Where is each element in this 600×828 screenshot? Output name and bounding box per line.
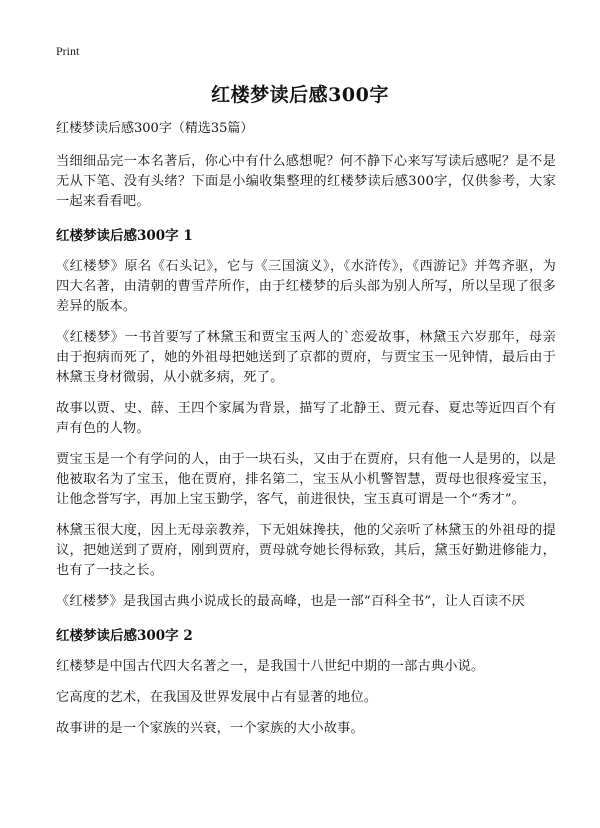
section-2-paragraph-1: 红楼梦是中国古代四大名著之一，是我国十八世纪中期的一部古典小说。: [56, 659, 485, 674]
section-1-paragraph-3: 故事以贾、史、薛、王四个家属为背景，描写了北静王、贾元春、夏忠等近四百个有声有色的人物。: [56, 401, 556, 436]
section-2-paragraph-3: 故事讲的是一个家族的兴衰，一个家族的大小故事。: [56, 721, 364, 736]
section-1-paragraph-1: 《红楼梦》原名《石头记》，它与《三国演义》，《水浒传》，《西游记》并驾齐驱，为四大名著，由清朝的曹雪芹所作，由于红楼梦的后头部为别人所写，所以呈现了很多差异的版本。: [56, 259, 556, 314]
section-1-paragraph-2: 《红楼梦》一书首要写了林黛玉和贾宝玉两人的`恋爱故事，林黛玉六岁那年，母亲由于抱病而死了，她的外祖母把她送到了京都的贾府，与贾宝玉一见钟情，最后由于林黛玉身材微弱，从小就多病，死了。: [56, 330, 556, 385]
section-2-paragraph-2: 它高度的艺术，在我国及世界发展中占有显著的地位。: [56, 690, 378, 705]
page-title: 红楼梦读后感300字: [211, 84, 389, 106]
article-subtitle: 红楼梦读后感300字（精选35篇）: [56, 121, 254, 136]
section-heading-1: 红楼梦读后感300字 1: [56, 228, 193, 244]
article-body: [56, 120, 556, 750]
section-1-paragraph-4: 贾宝玉是一个有学问的人，由于一块石头，又由于在贾府，只有他一人是男的，以是他被取名为了宝玉，他在贾府，排名第二，宝玉从小机警智慧，贾母也很疼爱宝玉，让他念誉写字，再加上宝玉勤学，客气，前进很快，宝玉真可谓是一个“秀才”。: [56, 452, 556, 507]
section-heading-2: 红楼梦读后感300字 2: [56, 628, 193, 644]
intro-paragraph: 当细细品完一本名著后，你心中有什么感想呢？何不静下心来写写读后感呢？是不是无从下笔、没有头绪？下面是小编收集整理的红楼梦读后感300字，仅供参考，大家一起来看看吧。: [56, 154, 556, 209]
print-link[interactable]: Print: [56, 44, 80, 58]
section-1-paragraph-5: 林黛玉很大度，因上无母亲教养，下无姐妹搀扶，他的父亲听了林黛玉的外祖母的提议，把她送到了贾府，刚到贾府，贾母就夸她长得标致，其后，黛玉好勤进修能力，也有了一技之长。: [56, 523, 556, 578]
section-1-paragraph-6: 《红楼梦》是我国古典小说成长的最高峰，也是一部“百科全书”，让人百读不厌: [56, 594, 526, 609]
